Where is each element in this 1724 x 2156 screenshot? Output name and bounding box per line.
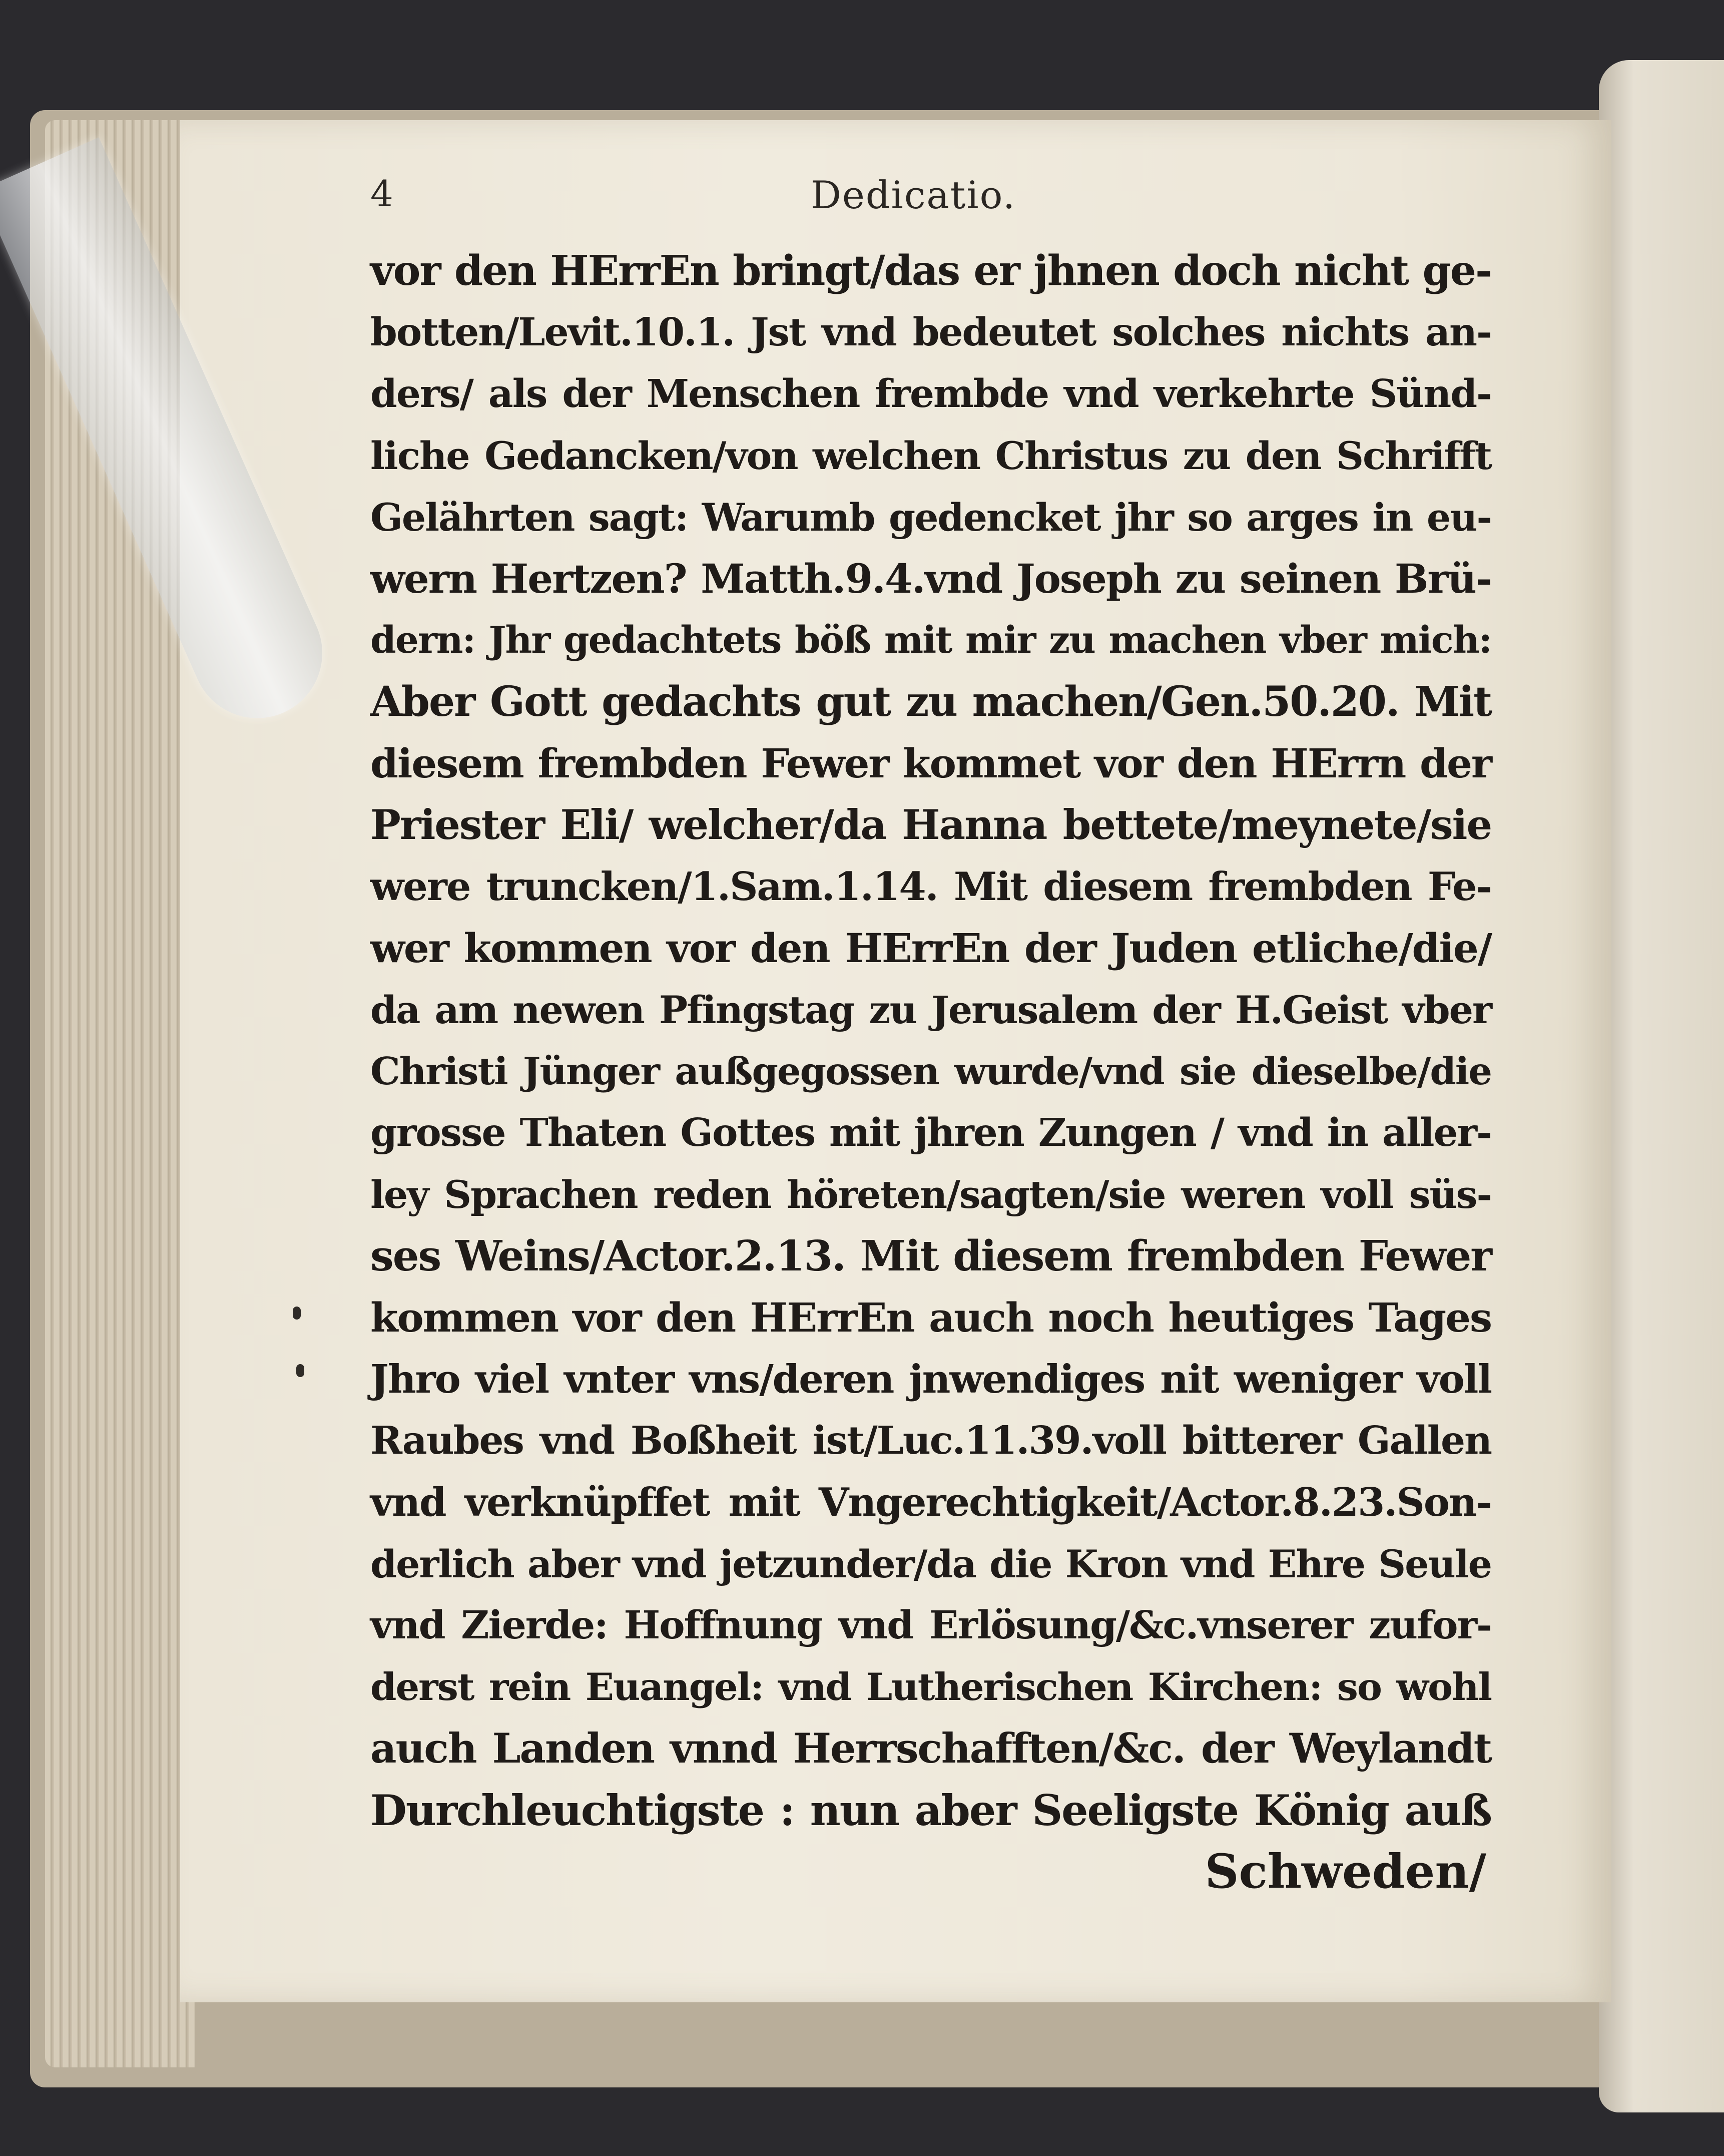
catchword: Schweden/	[1205, 1844, 1486, 1899]
ink-mark	[296, 1364, 304, 1377]
text-line: liche Gedancken/von welchen Christus zu den Schrifft	[370, 434, 1491, 478]
text-line: derlich aber vnd jetzunder/da die Kron vnd Ehre Seule	[370, 1542, 1491, 1586]
text-line: Raubes vnd Boßheit ist/Luc.11.39.voll bitterer Gallen	[370, 1418, 1491, 1463]
text-line: da am newen Pfingstag zu Jerusalem der H.Geist vber	[370, 988, 1491, 1032]
text-line: vor den HErrEn bringt/das er jhnen doch nicht ge-	[370, 247, 1491, 295]
text-line: grosse Thaten Gottes mit jhren Zungen / vnd in aller-	[370, 1110, 1491, 1155]
facing-page-edge	[1599, 60, 1724, 2112]
text-line: wern Hertzen? Matth.9.4.vnd Joseph zu seinen Brü-	[370, 555, 1491, 602]
text-line: dern: Jhr gedachtets böß mit mir zu machen vber mich:	[370, 619, 1491, 662]
text-line: Priester Eli/ welcher/da Hanna bettete/meynete/sie	[370, 801, 1491, 849]
body-text	[370, 240, 1491, 1903]
text-line: Gelährten sagt: Warumb gedencket jhr so arges in eu-	[370, 495, 1491, 540]
text-line: vnd verknüpffet mit Vngerechtigkeit/Actor.8.23.Son-	[370, 1480, 1491, 1525]
text-line: wer kommen vor den HErrEn der Juden etliche/die/	[370, 925, 1491, 972]
text-line: Aber Gott gedachts gut zu machen/Gen.50.20. Mit	[370, 678, 1491, 726]
text-line: derst rein Euangel: vnd Lutherischen Kirchen: so wohl	[370, 1665, 1491, 1709]
page-number: 4	[370, 173, 393, 215]
text-line: auch Landen vnnd Herrschafften/&c. der Weylandt	[370, 1725, 1491, 1773]
text-line: botten/Levit.10.1. Jst vnd bedeutet solches nichts an-	[370, 310, 1491, 355]
page-header	[370, 173, 1491, 238]
text-line: Durchleuchtigste : nun aber Seeligste König auß	[370, 1786, 1491, 1835]
text-line: were truncken/1.Sam.1.14. Mit diesem frembden Fe-	[370, 864, 1491, 910]
text-line: Jhro viel vnter vns/deren jnwendiges nit weniger voll	[370, 1357, 1491, 1402]
text-line: vnd Zierde: Hoffnung vnd Erlösung/&c.vnserer zufor-	[370, 1603, 1491, 1648]
text-line: Christi Jünger außgegossen wurde/vnd sie dieselbe/die	[370, 1049, 1491, 1093]
text-line: diesem frembden Fewer kommet vor den HErrn der	[370, 740, 1491, 787]
text-line: ses Weins/Actor.2.13. Mit diesem frembden Fewer	[370, 1231, 1491, 1280]
text-line: ders/ als der Menschen frembde vnd verkehrte Sünd-	[370, 371, 1491, 416]
ink-mark	[293, 1307, 301, 1320]
text-line: kommen vor den HErrEn auch noch heutiges Tages	[370, 1294, 1491, 1341]
text-line: ley Sprachen reden höreten/sagten/sie weren voll süs-	[370, 1172, 1491, 1217]
running-head: Dedicatio.	[811, 173, 1016, 217]
